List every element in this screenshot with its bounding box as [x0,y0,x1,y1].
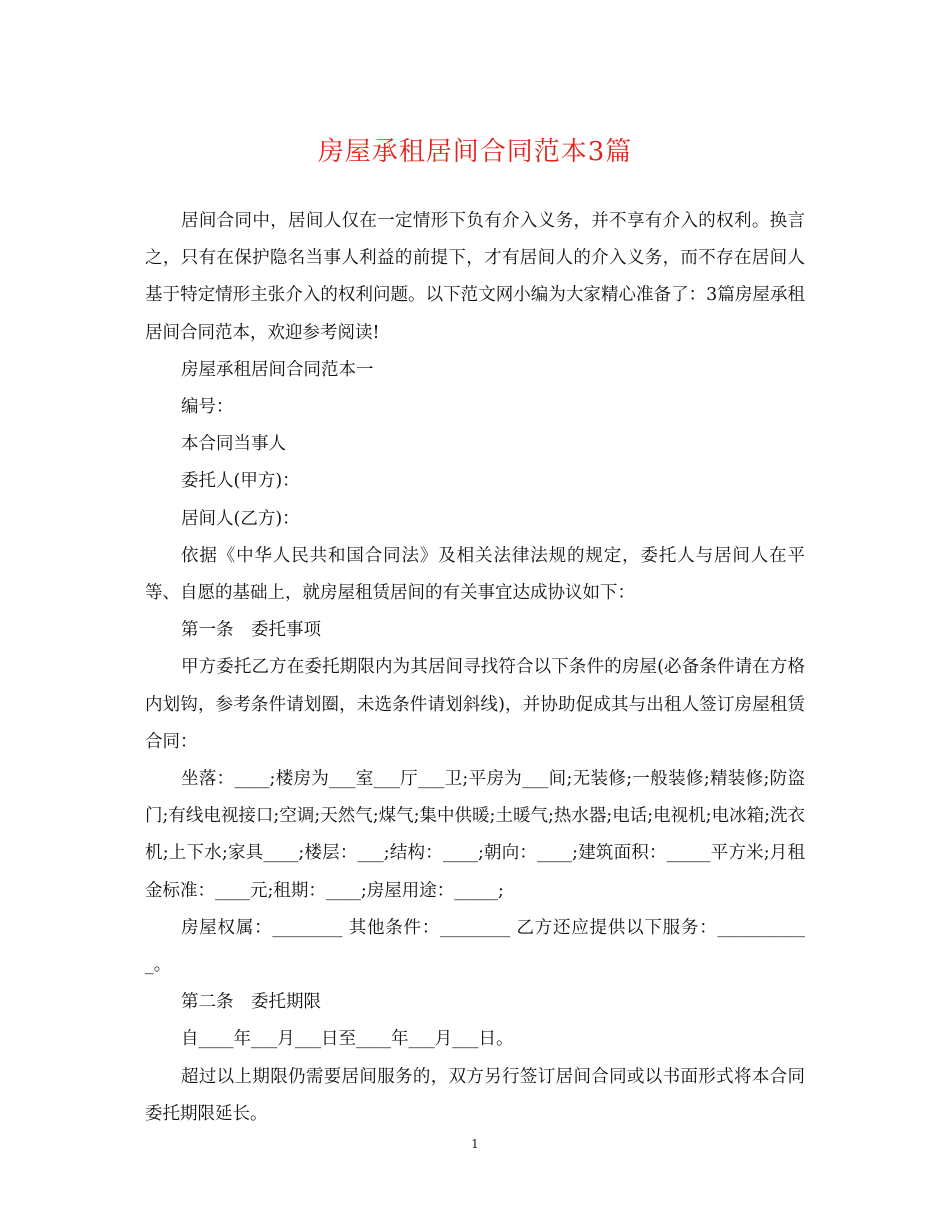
party-b-line: 居间人(乙方)： [181,508,300,529]
page-number: 1 [471,1137,479,1151]
party-a-line: 委托人(甲方)： [181,471,300,492]
ownership-paragraph: 房屋权属：________ 其他条件：________ 乙方还应提供以下服务：___________。 [145,917,805,976]
term-dates-line: 自____年___月___日至____年___月___日。 [181,1029,514,1050]
contract-number-line: 编号： [181,397,234,418]
term-extension-paragraph: 超过以上期限仍需要居间服务的，双方另行签订居间合同或以书面形式将本合同委托期限延长。 [145,1066,805,1124]
legal-basis-paragraph: 依据《中华人民共和国合同法》及相关法律法规的规定，委托人与居间人在平等、自愿的基础上，就房屋租赁居间的有关事宜达成协议如下： [145,545,805,604]
document-title: 房屋承租居间合同范本3篇 [317,137,633,167]
article-1-paragraph: 甲方委托乙方在委托期限内为其居间寻找符合以下条件的房屋(必备条件请在方格内划钩，参考条件请划圈，未选条件请划斜线)，并协助促成其与出租人签订房屋租赁合同： [145,657,805,752]
property-conditions-paragraph: 坐落：____;楼房为___室___厅___卫;平房为___间;无装修;一般装修;精装修;防盗门;有线电视接口;空调;天然气;煤气;集中供暖;土暖气;热水器;电话;电视机;电冰箱;洗衣机;上下水;家具____;楼层：___;结构：____;朝向：____;建筑面积：_____平方米;月租金标准：____元;租期：____;房屋用途：_____; [145,769,805,901]
article-2-heading: 第二条 委托期限 [181,992,321,1013]
parties-line: 本合同当事人 [181,434,286,455]
article-1-heading: 第一条 委托事项 [181,620,321,641]
contract-heading: 房屋承租居间合同范本一 [181,359,374,380]
document-body [145,203,805,1133]
intro-paragraph: 居间合同中，居间人仅在一定情形下负有介入义务，并不享有介入的权利。换言之，只有在保护隐名当事人利益的前提下，才有居间人的介入义务，而不存在居间人基于特定情形主张介入的权利问题。以下范文网小编为大家精心准备了：3篇房屋承租居间合同范本，欢迎参考阅读! [145,211,805,343]
